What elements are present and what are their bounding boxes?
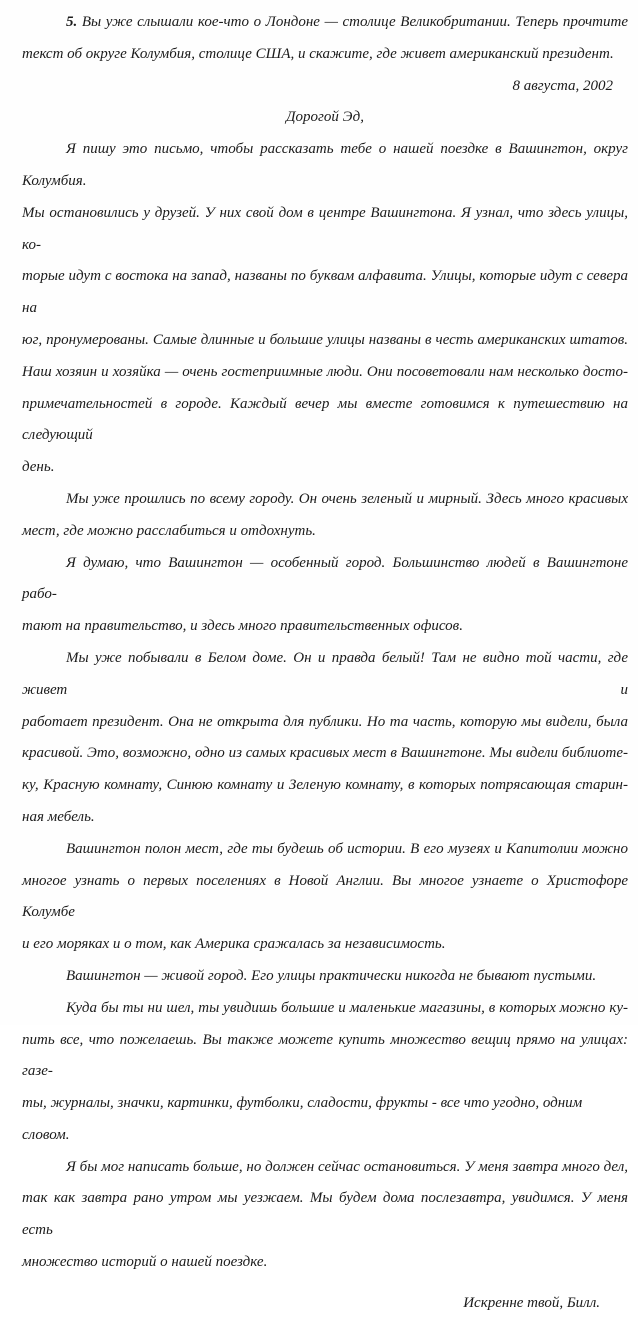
text-line: множество историй о нашей поездке. <box>22 1254 268 1271</box>
text-line: Мы остановились у друзей. У них свой дом в центре Вашингтона. Я узнал, что здесь улицы, ко- <box>22 204 628 253</box>
text-line: ная мебель. <box>22 808 95 825</box>
text-line: Вашингтон полон мест, где ты будешь об истории. В его музеях и Капитолии можно <box>66 840 628 857</box>
letter-salutation: Дорогой Эд, <box>285 109 365 126</box>
letter-paragraph <box>22 834 628 961</box>
text-line: день. <box>22 459 55 476</box>
text-line: ты, журналы, значки, картинки, футболки, сладости, фрукты - все что угодно, одним словом. <box>22 1095 583 1143</box>
letter-paragraph <box>22 1152 628 1279</box>
letter-paragraph <box>22 643 628 834</box>
letter-paragraph <box>22 134 628 484</box>
text-line: так как завтра рано утром мы уезжаем. Мы будем дома послезавтра, увидимся. У меня есть <box>22 1190 628 1239</box>
text-line: работает президент. Она не открыта для публики. Но та часть, которую мы видели, была <box>22 713 628 730</box>
text-line: красивой. Это, возможно, одно из самых красивых мест в Вашингтоне. Мы видели библиоте- <box>22 745 628 762</box>
text-line: Куда бы ты ни шел, ты увидишь большие и маленькие магазины, в которых можно ку- <box>66 999 628 1016</box>
text-line: ку, Красную комнату, Синюю комнату и Зеленую комнату, в которых потрясающая старин- <box>22 777 628 794</box>
letter-paragraph <box>22 548 628 643</box>
letter-paragraph <box>22 993 628 1152</box>
text-line: Я думаю, что Вашингтон — особенный город. Большинство людей в Вашингтоне рабо- <box>22 554 628 603</box>
text-line: Мы уже прошлись по всему городу. Он очень зеленый и мирный. Здесь много красивых <box>66 490 628 507</box>
letter-paragraph <box>22 484 628 548</box>
text-line: торые идут с востока на запад, названы по буквам алфавита. Улицы, которые идут с севера на <box>22 268 628 317</box>
task-line: 5. Вы уже слышали кое-что о Лондоне — столице Великобритании. Теперь прочтите <box>66 14 629 30</box>
text-line: Вашингтон — живой город. Его улицы практически никогда не бывают пустыми. <box>66 967 597 984</box>
text-line: Я пишу это письмо, чтобы рассказать тебе о нашей поездке в Вашингтон, округ Колумбия. <box>22 141 628 189</box>
exercise-task <box>22 7 628 71</box>
text-line: Наш хозяин и хозяйка — очень гостеприимные люди. Они посоветовали нам несколько досто- <box>22 363 628 380</box>
letter-paragraph <box>22 961 628 993</box>
exercise-number: 5. <box>66 14 82 30</box>
text-line: Я бы мог написать больше, но должен сейчас остановиться. У меня завтра много дел, <box>66 1158 628 1175</box>
text-line: юг, пронумерованы. Самые длинные и большие улицы названы в честь американских штатов. <box>22 331 628 348</box>
text-line: пить все, что пожелаешь. Вы также можете купить множество вещиц прямо на улицах: газе- <box>22 1031 628 1080</box>
letter-date: 8 августа, 2002 <box>512 77 613 94</box>
text-line: примечательностей в городе. Каждый вечер мы вместе готовимся к путешествию на следующий <box>22 395 628 444</box>
text-line: мест, где можно расслабиться и отдохнуть. <box>22 522 316 539</box>
text-line: многое узнать о первых поселениях в Новой Англии. Вы многое узнаете о Христофоре Колумбе <box>22 872 628 921</box>
letter-signature: Искренне твой, Билл. <box>463 1294 600 1311</box>
text-line: тают на правительство, и здесь много правительственных офисов. <box>22 618 463 635</box>
text-line: Мы уже побывали в Белом доме. Он и правда белый! Там не видно той части, где живет и <box>22 649 628 698</box>
letter-body <box>22 134 628 1279</box>
task-line: текст об округе Колумбия, столице США, и скажите, где живет американский президент. <box>22 45 614 62</box>
text-line: и его моряках и о том, как Америка сражалась за независимость. <box>22 936 446 953</box>
